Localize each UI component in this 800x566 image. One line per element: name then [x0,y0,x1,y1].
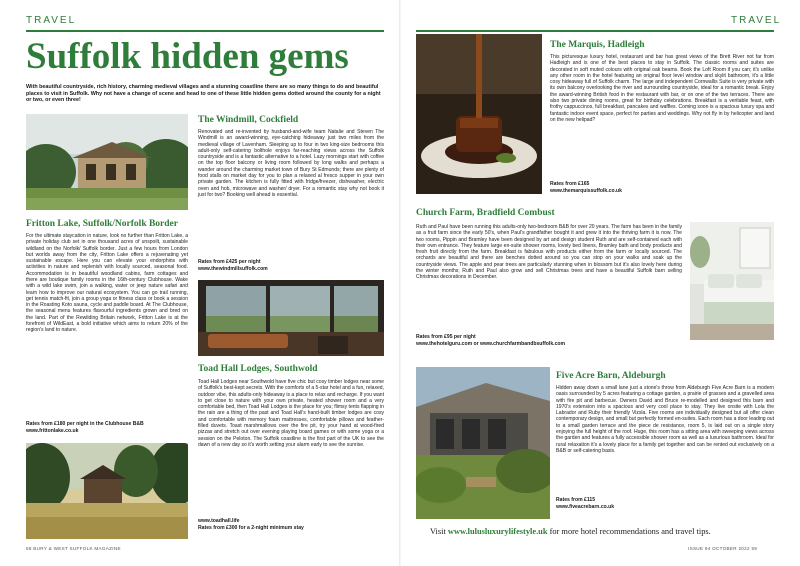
barn-garden-photo [416,367,550,519]
section-tag-right: TRAVEL [731,15,782,26]
toad-heading: Toad Hall Lodges, Southwold [198,364,318,374]
lake-cabin-photo [26,443,188,539]
fritton-heading: Fritton Lake, Suffolk/Norfolk Border [26,219,178,229]
page-gutter [399,0,401,566]
fritton-url[interactable]: www.frittonlake.co.uk [26,428,79,434]
fiveacre-rates: Rates from £115 [556,497,596,503]
intro-text: With beautiful countryside, rich history, charming medieval villages and a stunning coastline there are so many things to do and beautiful places to visit in Suffolk. Why not have a change of scene and head to one of these little hidden gems dotted around the county for a night or two, or even three! [26,84,381,103]
fiveacre-heading: Five Acre Barn, Aldeburgh [556,371,666,381]
fiveacre-body: Hidden away down a small lane just a stone's throw from Aldeburgh Five Acre Barn is a modern oasis surrounded by 5 acres featuring a cottage garden, a prairie of grasses and a gravelled area with fire pit and barbecue. Owners David and Bruce re-modelled and designed this barn and 1970's extension into a spacious and very cool place to stay. They live onsite with Lola the Labrador and Ruby their friendly Vizsla. Five rooms are individually designed but all offer clean contemporary design, and small but perfectly formed en-suites. Each room has a door leading out to a small garden terrace and the piece de resistance, room 5, is laid out on a single story enjoying the full height of the roof. Huge, this room has a sitting area with sweeping views across the garden and features a fully accessible shower room as well as a luxurious bathroom. Ideal for rural relaxation it's a lovely place for a family get together and can be rented out exclusively on a B&B or self-catering basis. [556,385,774,454]
windmill-rates: Rates from £425 per night [198,259,261,265]
footer-right: ISSUE 94 OCTOBER 2022 59 [688,546,758,551]
marquis-body: This picturesque luxury hotel, restaurant and bar has great views of the Brett River not far from Hadleigh and is one of the best places to stay in Suffolk. The classic rooms and suites are decorated in soft muted colours with original oak beams. Book the Loft Room if you can; it's unlike any other room in the hotel featuring an original floor level window and skylit bathroom, it's a little cosy hideaway full of Suffolk charm. The large and independent Cornwallis Suite is very private with its own balcony overlooking the river and surrounding countryside, ideal for a romantic break. Enjoy the award-winning British food in the restaurant with bar, or on one of the two terraces. There are also two private dining rooms, great for birthday celebrations. Breakfast is a veritable feast, with frothy cappuccinos, full breakfast, pancakes and waffles. Coming soon is a spacious luxury spa and fantastic indoor event space, perfect for parties and weddings. Why not fly in by helicopter and land on the new helipad? [550,54,774,123]
toad-body: Toad Hall Lodges near Southwold have five chic but cosy timber lodges near some of Suffolk's best-kept secrets. With the comforts of a 5-star hotel and a fun, relaxed, outdoor vibe, this adults-only hideaway is a place to relax and recharge. If you want to get close to nature with your own private, heated shower room and a very comfortable bed, then Toad Hall Lodges is the place for you; flimsy tents flapping in the rain are a thing of the past and Toad Hall's hand-built timber lodges are cosy and comfortable with memory foam mattresses, comfortable pillows and feather-filled duvets. Toast marshmallows over the fire pit, try your hand at wood-fired pizzas and stretch out over evening playing board games or with some yoga or a session on the Peloton. The Suffolk coastline is the first part of the UK to see the dawn of a new day so it's worth setting your alarm early to see the sunrise. [198,379,385,448]
page-title: Suffolk hidden gems [26,36,349,77]
lodge-interior-photo [198,280,384,356]
church-rates: Rates from £95 per night [416,334,476,340]
toad-rates: Rates from £300 for a 2-night minimum stay [198,525,304,531]
marquis-heading: The Marquis, Hadleigh [550,40,645,50]
visit-link[interactable]: www.lulusluxurylifestyle.uk [447,527,548,536]
windmill-photo [26,114,188,210]
church-heading: Church Farm, Bradfield Combust [416,208,555,218]
windmill-heading: The Windmill, Cockfield [198,115,299,125]
visit-suffix: for more hotel recommendations and travel tips. [547,527,711,536]
windmill-url[interactable]: www.thewindmillsuffolk.com [198,266,268,272]
toad-url[interactable]: www.toadhall.life [198,518,240,524]
fritton-rates: Rates from £180 per night in the Clubhouse B&B [26,421,144,427]
steak-dish-photo [416,34,542,194]
marquis-rates: Rates from £165 [550,181,590,187]
bedroom-photo [690,222,774,340]
section-tag-left: TRAVEL [26,15,77,26]
church-url[interactable]: www.thehotelguru.com or www.churchfarmbandbsuffolk.com [416,341,566,347]
marquis-url[interactable]: www.themarquissuffolk.co.uk [550,188,622,194]
windmill-body: Renovated and re-invented by husband-and-wife team Natalie and Steven The Windmill is an award-winning, eye-catching hideaway just two miles from the medieval village of Lavenham. Sleeping up to four in two king-size bedrooms this adult-only self-catering bolthole enjoys far-reaching views across the Suffolk countryside and is a fantastic alternative to a hotel. Lazy mornings start with coffee on the top floor balcony or living room followed by long walks and perhaps a wander around the charming market town of Bury St Edmunds; there are plenty of food stalls on market day for you to plan a relaxed al fresco supper in your own private garden. The kitchen is fully fitted with fridge/freezer, dishwasher, electric oven and hob, microwave and washer/ dryer. For a romantic stay why not book it just for two? Booking well ahead is essential. [198,129,384,198]
fritton-body: For the ultimate staycation in nature, look no further than Fritton Lake, a private holiday club set in one thousand acres of unspoilt, sustainable wildland on the Norfolk/ Suffolk border. Just a few hours from London but worlds away from the city, Fritton Lake offers a rejuvenating yet sustainable escape. Here you can elevate your endorphins with activities in nature and replenish with locally sourced, seasonal food. Accommodation is in beautiful woodland cabins, farm cottages and there are boutique family rooms in the 16th-century Clubhouse. Wake with a wild lake swim, join a walking, water or jeep nature safari and learn how to improve our natural ecosystem. You can go trail running, get tennis match-fit, join a group yoga or fitness class or book a session in the Roasting Koto sauna, cycle and paddle board. At The Clubhouse, the seasonal menu features flavourful ingredients grown and bred on the land. Part of the Rewilding Britain network, Fritton Lake is at the forefront of WildEast, a bold initiative which aims to return 20% of the region's land to nature. [26,233,188,334]
footer-left: 58 BURY & WEST SUFFOLK MAGAZINE [26,546,121,551]
visit-line [430,527,711,536]
church-body: Ruth and Paul have been running this adults-only two-bedroom B&B for over 20 years. The farm has been in the family as a fruit farm since the early 50's, when Paul's grandfather bought it and grew it into the thriving farm it is now. The two rooms, Pippin and Bramley have been designed by art and design student Ruth and are self-contained each with their own entrance. They feature large en-suite shower rooms, lovely bed linens, Bramley bath and body products and fresh fruit directly from the farm. Breakfast is fabulous with products either from the farm or locally sourced. The orchards are beautiful and there are benches dotted around so you can stop on your walks and soak up the countryside views. The apple and pear trees are particularly stunning when in blossom but it's also lovely here during the winter months; Ruth and Paul also grow and sell Christmas trees and have a beautiful Suffolk barn selling Christmas decorations in December. [416,224,682,281]
fiveacre-url[interactable]: www.fiveacrebarn.co.uk [556,504,615,510]
header-rule-right [416,30,774,32]
header-rule-left [26,30,384,32]
visit-prefix: Visit [430,527,448,536]
